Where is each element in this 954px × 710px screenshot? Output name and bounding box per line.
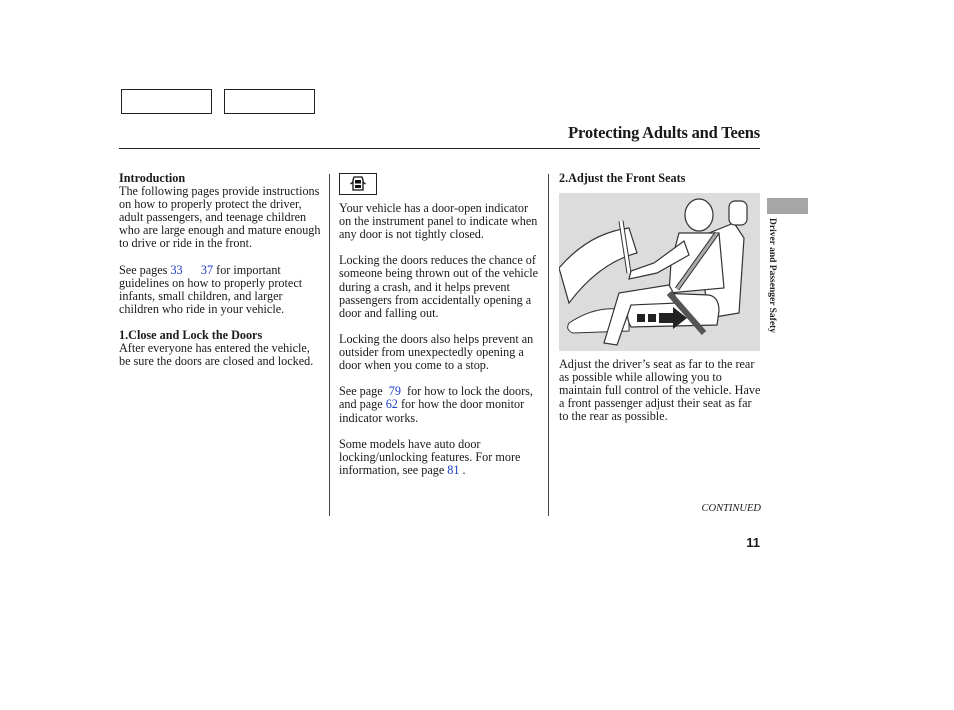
see-pages-paragraph: See pages 33 37 for important guidelines on how to properly protect infants, small children, and larger children who ride in your vehicle. [119,262,303,316]
middle-column [339,172,541,490]
driver-seat-adjustment-illustration [559,193,760,351]
nav-button-left[interactable] [121,89,212,114]
left-column [119,172,321,382]
page-title: Protecting Adults and Teens [568,123,760,142]
nav-button-right[interactable] [224,89,315,114]
link-page-33[interactable]: 33 [170,262,183,277]
section-tab [767,198,808,214]
link-page-79[interactable]: 79 [388,384,401,399]
step2-heading: 2.Adjust the Front Seats [559,171,686,185]
middle-paragraph-4: See page 79 for how to lock the doors, and page 62 for how the door monitor indicator works. [339,384,533,425]
middle-paragraph-5: Some models have auto door locking/unlocking features. For more information, see page 81 . [339,436,521,477]
middle-paragraph-2: Locking the doors reduces the chance of someone being thrown out of the vehicle during a crash, and it helps prevent passengers from accidentally opening a door and falling out. [339,253,539,320]
step1-heading: 1.Close and Lock the Doors [119,328,263,343]
header-rule [119,148,760,149]
door-open-indicator-icon [339,173,377,195]
link-page-81[interactable]: 81 [447,462,460,477]
middle-paragraph-3: Locking the doors also helps prevent an outsider from unexpectedly opening a door when you come to a stop. [339,331,534,373]
page-number: 11 [746,535,760,550]
step2-text: Adjust the driver’s seat as far to the rear as possible while allowing you to maintain full control of the vehicle. Have a front passenger adjust their seat as far to the rear as possible. [559,357,761,424]
link-page-62[interactable]: 62 [385,397,398,412]
step1-text: After everyone has entered the vehicle, be sure the doors are closed and locked. [119,341,314,369]
intro-paragraph: The following pages provide instructions on how to properly protect the driver, adult passengers, and teenage children who are large enough and mature enough to drive or ride in the front. [119,184,321,251]
column-divider-1 [329,174,330,516]
section-tab-label: Driver and Passenger Safety [767,218,777,333]
link-page-37[interactable]: 37 [200,262,214,277]
right-column [559,172,762,437]
continued-label: CONTINUED [701,503,761,514]
middle-paragraph-1: Your vehicle has a door-open indicator on the instrument panel to indicate when any door is not tightly closed. [339,201,538,242]
column-divider-2 [548,174,549,516]
intro-heading: Introduction [119,171,186,185]
